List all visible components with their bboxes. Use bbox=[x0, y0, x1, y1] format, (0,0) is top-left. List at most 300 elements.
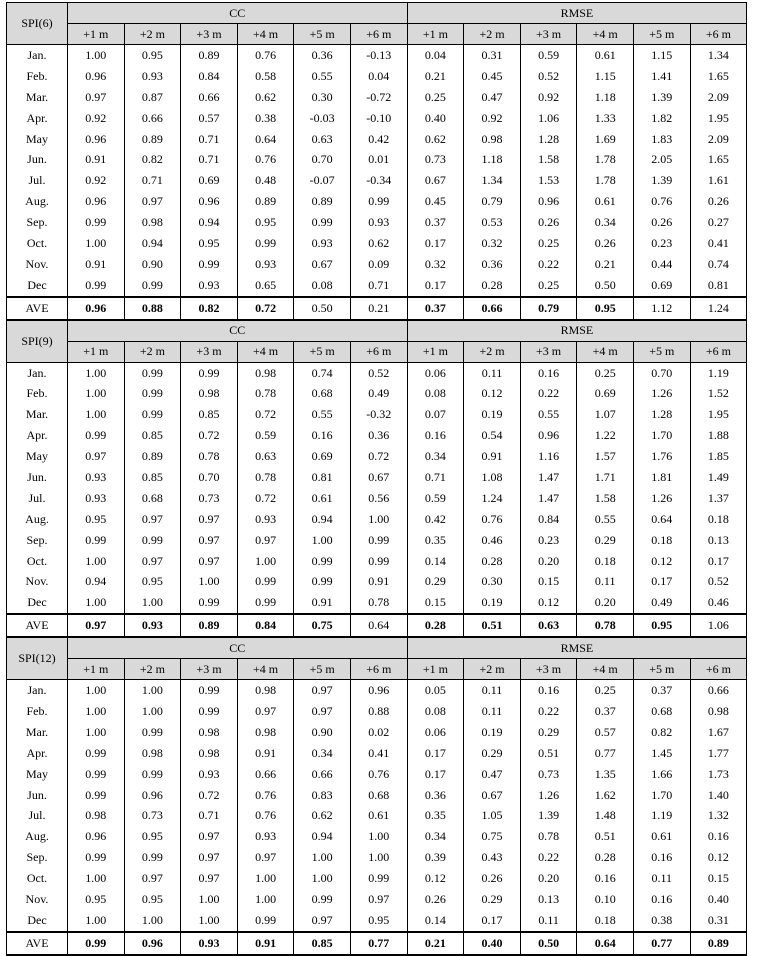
table-row bbox=[7, 488, 747, 509]
rmse-value-cell: 0.11 bbox=[464, 680, 521, 701]
results-table-container bbox=[6, 2, 747, 956]
rmse-value-cell: 0.29 bbox=[407, 571, 464, 592]
rmse-lead-header: +5 m bbox=[633, 341, 690, 362]
rmse-value-cell: 0.05 bbox=[407, 680, 464, 701]
rmse-value-cell: 0.55 bbox=[520, 404, 577, 425]
rmse-value-cell: 1.78 bbox=[577, 170, 634, 191]
rmse-value-cell: 1.76 bbox=[633, 446, 690, 467]
rmse-value-cell: 0.22 bbox=[520, 701, 577, 722]
cc-value-cell: -0.13 bbox=[350, 45, 407, 66]
cc-group-header: CC bbox=[68, 3, 408, 24]
rmse-value-cell: 0.52 bbox=[520, 66, 577, 87]
rmse-value-cell: 0.12 bbox=[520, 592, 577, 614]
table-row bbox=[7, 868, 747, 889]
rmse-value-cell: 0.37 bbox=[407, 212, 464, 233]
cc-value-cell: 0.68 bbox=[294, 383, 351, 404]
cc-lead-header: +3 m bbox=[181, 341, 238, 362]
cc-value-cell: 0.95 bbox=[350, 910, 407, 932]
table-row bbox=[7, 149, 747, 170]
rmse-lead-header: +1 m bbox=[407, 659, 464, 680]
row-label: Aug. bbox=[7, 826, 68, 847]
cc-value-cell: 0.85 bbox=[181, 404, 238, 425]
cc-value-cell: 0.99 bbox=[237, 571, 294, 592]
rmse-value-cell: 1.05 bbox=[464, 806, 521, 827]
cc-value-cell: 0.68 bbox=[124, 488, 181, 509]
average-row bbox=[7, 297, 747, 320]
rmse-value-cell: 0.76 bbox=[464, 509, 521, 530]
cc-value-cell: 0.99 bbox=[350, 191, 407, 212]
rmse-value-cell: 0.19 bbox=[464, 592, 521, 614]
table-row bbox=[7, 45, 747, 66]
cc-value-cell: 0.98 bbox=[124, 743, 181, 764]
rmse-value-cell: 0.26 bbox=[464, 868, 521, 889]
row-label: Jan. bbox=[7, 680, 68, 701]
rmse-value-cell: 0.69 bbox=[633, 275, 690, 297]
rmse-value-cell: 0.50 bbox=[520, 932, 577, 955]
rmse-value-cell: 0.16 bbox=[407, 425, 464, 446]
rmse-value-cell: 0.29 bbox=[464, 889, 521, 910]
rmse-value-cell: 0.54 bbox=[464, 425, 521, 446]
table-row bbox=[7, 254, 747, 275]
rmse-lead-header: +6 m bbox=[690, 341, 747, 362]
cc-lead-header: +4 m bbox=[237, 341, 294, 362]
cc-lead-header: +1 m bbox=[68, 341, 125, 362]
rmse-value-cell: 1.34 bbox=[690, 45, 747, 66]
rmse-value-cell: 1.58 bbox=[520, 149, 577, 170]
cc-value-cell: 0.71 bbox=[181, 149, 238, 170]
cc-value-cell: -0.03 bbox=[294, 108, 351, 129]
cc-value-cell: 0.96 bbox=[68, 297, 125, 320]
rmse-value-cell: 0.47 bbox=[464, 764, 521, 785]
cc-value-cell: 0.73 bbox=[181, 488, 238, 509]
cc-value-cell: 0.99 bbox=[294, 212, 351, 233]
rmse-value-cell: 1.22 bbox=[577, 425, 634, 446]
cc-value-cell: 0.41 bbox=[350, 743, 407, 764]
cc-value-cell: 0.98 bbox=[237, 680, 294, 701]
rmse-value-cell: 0.29 bbox=[464, 743, 521, 764]
row-label: May bbox=[7, 446, 68, 467]
rmse-value-cell: 1.81 bbox=[633, 467, 690, 488]
rmse-value-cell: 0.14 bbox=[407, 910, 464, 932]
cc-value-cell: 1.00 bbox=[181, 571, 238, 592]
rmse-value-cell: 1.26 bbox=[633, 488, 690, 509]
cc-value-cell: 0.97 bbox=[294, 910, 351, 932]
cc-value-cell: 0.21 bbox=[350, 297, 407, 320]
cc-value-cell: 0.92 bbox=[68, 108, 125, 129]
cc-value-cell: 0.72 bbox=[181, 785, 238, 806]
cc-value-cell: 0.72 bbox=[350, 446, 407, 467]
cc-value-cell: 0.89 bbox=[124, 446, 181, 467]
cc-value-cell: 0.97 bbox=[294, 701, 351, 722]
rmse-value-cell: 1.37 bbox=[690, 488, 747, 509]
cc-value-cell: 0.56 bbox=[350, 488, 407, 509]
rmse-value-cell: 0.63 bbox=[520, 614, 577, 637]
cc-value-cell: 1.00 bbox=[68, 45, 125, 66]
table-row bbox=[7, 233, 747, 254]
cc-value-cell: 0.72 bbox=[181, 425, 238, 446]
section-group-header bbox=[7, 3, 747, 24]
cc-value-cell: 0.91 bbox=[68, 149, 125, 170]
cc-lead-header: +2 m bbox=[124, 24, 181, 45]
rmse-value-cell: 1.73 bbox=[690, 764, 747, 785]
cc-value-cell: 0.99 bbox=[124, 404, 181, 425]
cc-value-cell: 1.00 bbox=[181, 910, 238, 932]
cc-value-cell: -0.10 bbox=[350, 108, 407, 129]
rmse-value-cell: 1.19 bbox=[690, 362, 747, 383]
cc-value-cell: 0.99 bbox=[181, 701, 238, 722]
rmse-value-cell: 1.45 bbox=[633, 743, 690, 764]
row-label: Dec bbox=[7, 275, 68, 297]
rmse-value-cell: 1.70 bbox=[633, 785, 690, 806]
cc-value-cell: 0.78 bbox=[350, 592, 407, 614]
row-label: Jun. bbox=[7, 467, 68, 488]
cc-value-cell: 0.87 bbox=[124, 87, 181, 108]
cc-value-cell: 0.78 bbox=[237, 467, 294, 488]
cc-value-cell: 1.00 bbox=[68, 701, 125, 722]
rmse-value-cell: 0.13 bbox=[690, 530, 747, 551]
cc-value-cell: 0.68 bbox=[350, 785, 407, 806]
cc-value-cell: 0.71 bbox=[181, 806, 238, 827]
cc-value-cell: 0.72 bbox=[237, 404, 294, 425]
table-row bbox=[7, 910, 747, 932]
cc-value-cell: 0.97 bbox=[68, 87, 125, 108]
rmse-value-cell: 0.98 bbox=[690, 701, 747, 722]
cc-value-cell: 1.00 bbox=[68, 404, 125, 425]
table-row bbox=[7, 764, 747, 785]
rmse-value-cell: 0.79 bbox=[520, 297, 577, 320]
cc-value-cell: 0.89 bbox=[124, 129, 181, 150]
rmse-lead-header: +3 m bbox=[520, 24, 577, 45]
cc-value-cell: 0.99 bbox=[181, 254, 238, 275]
rmse-value-cell: 1.95 bbox=[690, 108, 747, 129]
cc-value-cell: 0.69 bbox=[181, 170, 238, 191]
rmse-value-cell: 0.04 bbox=[407, 45, 464, 66]
cc-value-cell: 0.88 bbox=[350, 701, 407, 722]
cc-value-cell: 0.99 bbox=[68, 425, 125, 446]
cc-value-cell: 0.82 bbox=[124, 149, 181, 170]
rmse-value-cell: 1.40 bbox=[690, 785, 747, 806]
cc-value-cell: 1.00 bbox=[124, 680, 181, 701]
cc-value-cell: 0.36 bbox=[350, 425, 407, 446]
rmse-value-cell: 1.57 bbox=[577, 446, 634, 467]
cc-value-cell: -0.34 bbox=[350, 170, 407, 191]
cc-value-cell: 0.85 bbox=[124, 467, 181, 488]
cc-value-cell: 0.93 bbox=[237, 509, 294, 530]
average-row bbox=[7, 932, 747, 955]
rmse-value-cell: 0.73 bbox=[407, 149, 464, 170]
cc-value-cell: 0.98 bbox=[181, 722, 238, 743]
row-label: Jan. bbox=[7, 45, 68, 66]
row-label: Nov. bbox=[7, 571, 68, 592]
rmse-value-cell: 0.26 bbox=[633, 212, 690, 233]
row-label: Oct. bbox=[7, 868, 68, 889]
cc-value-cell: 0.74 bbox=[294, 362, 351, 383]
rmse-value-cell: 0.35 bbox=[407, 806, 464, 827]
row-label: Apr. bbox=[7, 425, 68, 446]
rmse-value-cell: 1.16 bbox=[520, 446, 577, 467]
cc-value-cell: 0.66 bbox=[181, 87, 238, 108]
cc-value-cell: 0.94 bbox=[124, 233, 181, 254]
cc-value-cell: 0.91 bbox=[237, 743, 294, 764]
cc-value-cell: 1.00 bbox=[68, 722, 125, 743]
cc-value-cell: 0.93 bbox=[181, 764, 238, 785]
rmse-value-cell: 0.96 bbox=[520, 191, 577, 212]
cc-value-cell: 1.00 bbox=[124, 592, 181, 614]
rmse-value-cell: 1.53 bbox=[520, 170, 577, 191]
rmse-value-cell: 0.59 bbox=[520, 45, 577, 66]
cc-value-cell: 0.78 bbox=[181, 446, 238, 467]
cc-value-cell: 1.00 bbox=[68, 680, 125, 701]
rmse-lead-header: +2 m bbox=[464, 24, 521, 45]
row-label: Dec bbox=[7, 910, 68, 932]
cc-lead-header: +3 m bbox=[181, 24, 238, 45]
cc-value-cell: 0.96 bbox=[124, 785, 181, 806]
cc-value-cell: 0.97 bbox=[124, 868, 181, 889]
rmse-value-cell: 0.18 bbox=[633, 530, 690, 551]
cc-value-cell: 0.97 bbox=[181, 509, 238, 530]
average-row bbox=[7, 614, 747, 637]
cc-value-cell: 0.71 bbox=[350, 275, 407, 297]
cc-value-cell: 0.99 bbox=[237, 592, 294, 614]
rmse-value-cell: 0.61 bbox=[633, 826, 690, 847]
cc-value-cell: 0.96 bbox=[68, 191, 125, 212]
cc-value-cell: 0.99 bbox=[294, 571, 351, 592]
rmse-value-cell: 0.26 bbox=[520, 212, 577, 233]
cc-value-cell: 0.99 bbox=[237, 910, 294, 932]
rmse-lead-header: +4 m bbox=[577, 24, 634, 45]
table-row bbox=[7, 826, 747, 847]
rmse-lead-header: +6 m bbox=[690, 24, 747, 45]
section-name: SPI(6) bbox=[7, 3, 68, 45]
row-label: May bbox=[7, 129, 68, 150]
cc-lead-header: +1 m bbox=[68, 659, 125, 680]
rmse-value-cell: 0.49 bbox=[633, 592, 690, 614]
rmse-value-cell: 0.52 bbox=[690, 571, 747, 592]
rmse-value-cell: 1.58 bbox=[577, 488, 634, 509]
cc-value-cell: 1.00 bbox=[237, 889, 294, 910]
cc-value-cell: 1.00 bbox=[68, 592, 125, 614]
rmse-value-cell: 0.25 bbox=[520, 233, 577, 254]
rmse-value-cell: 0.73 bbox=[520, 764, 577, 785]
cc-lead-header: +3 m bbox=[181, 659, 238, 680]
table-row bbox=[7, 722, 747, 743]
rmse-value-cell: 0.23 bbox=[633, 233, 690, 254]
rmse-value-cell: 0.28 bbox=[464, 275, 521, 297]
cc-value-cell: 0.99 bbox=[124, 847, 181, 868]
cc-value-cell: 0.02 bbox=[350, 722, 407, 743]
rmse-value-cell: 0.64 bbox=[577, 932, 634, 955]
cc-value-cell: 0.50 bbox=[294, 297, 351, 320]
row-label: Apr. bbox=[7, 743, 68, 764]
rmse-value-cell: 0.78 bbox=[520, 826, 577, 847]
row-label: Oct. bbox=[7, 551, 68, 572]
rmse-value-cell: 0.32 bbox=[464, 233, 521, 254]
cc-value-cell: 0.69 bbox=[294, 446, 351, 467]
cc-value-cell: 0.38 bbox=[237, 108, 294, 129]
rmse-value-cell: 1.39 bbox=[520, 806, 577, 827]
rmse-value-cell: 0.08 bbox=[407, 383, 464, 404]
rmse-lead-header: +2 m bbox=[464, 341, 521, 362]
cc-group-header: CC bbox=[68, 637, 408, 659]
row-label: Jul. bbox=[7, 806, 68, 827]
cc-value-cell: 0.61 bbox=[294, 488, 351, 509]
rmse-value-cell: 2.05 bbox=[633, 149, 690, 170]
cc-value-cell: 0.76 bbox=[237, 785, 294, 806]
rmse-value-cell: 1.41 bbox=[633, 66, 690, 87]
rmse-value-cell: 0.17 bbox=[690, 551, 747, 572]
rmse-value-cell: 0.37 bbox=[633, 680, 690, 701]
rmse-value-cell: 0.61 bbox=[577, 191, 634, 212]
rmse-lead-header: +1 m bbox=[407, 341, 464, 362]
cc-value-cell: 0.96 bbox=[181, 191, 238, 212]
cc-value-cell: 0.93 bbox=[350, 212, 407, 233]
row-label: Mar. bbox=[7, 87, 68, 108]
cc-value-cell: 0.99 bbox=[68, 212, 125, 233]
rmse-value-cell: 0.28 bbox=[464, 551, 521, 572]
rmse-value-cell: 0.77 bbox=[633, 932, 690, 955]
section-name: SPI(9) bbox=[7, 320, 68, 363]
cc-value-cell: 0.72 bbox=[237, 297, 294, 320]
cc-value-cell: 0.99 bbox=[181, 592, 238, 614]
rmse-value-cell: 0.19 bbox=[464, 722, 521, 743]
cc-value-cell: 0.96 bbox=[124, 932, 181, 955]
table-row bbox=[7, 592, 747, 614]
cc-value-cell: 0.70 bbox=[294, 149, 351, 170]
row-label: Jun. bbox=[7, 149, 68, 170]
rmse-value-cell: 0.26 bbox=[577, 233, 634, 254]
cc-value-cell: 0.62 bbox=[350, 233, 407, 254]
rmse-value-cell: 0.81 bbox=[690, 275, 747, 297]
rmse-value-cell: 0.15 bbox=[520, 571, 577, 592]
rmse-value-cell: 0.84 bbox=[520, 509, 577, 530]
rmse-value-cell: 0.30 bbox=[464, 571, 521, 592]
cc-value-cell: 0.78 bbox=[237, 383, 294, 404]
rmse-value-cell: 0.42 bbox=[407, 509, 464, 530]
cc-value-cell: 0.99 bbox=[124, 530, 181, 551]
rmse-value-cell: 1.26 bbox=[633, 383, 690, 404]
rmse-value-cell: 0.78 bbox=[577, 614, 634, 637]
rmse-value-cell: 0.15 bbox=[690, 868, 747, 889]
row-label: Nov. bbox=[7, 889, 68, 910]
rmse-value-cell: 0.11 bbox=[464, 701, 521, 722]
cc-value-cell: 0.99 bbox=[68, 743, 125, 764]
rmse-value-cell: 0.17 bbox=[464, 910, 521, 932]
rmse-value-cell: 1.08 bbox=[464, 467, 521, 488]
cc-value-cell: 0.97 bbox=[237, 847, 294, 868]
table-row bbox=[7, 847, 747, 868]
rmse-value-cell: 0.10 bbox=[577, 889, 634, 910]
cc-value-cell: 0.99 bbox=[294, 551, 351, 572]
rmse-value-cell: 0.31 bbox=[690, 910, 747, 932]
section-name: SPI(12) bbox=[7, 637, 68, 680]
table-row bbox=[7, 785, 747, 806]
rmse-value-cell: 0.47 bbox=[464, 87, 521, 108]
cc-value-cell: 0.93 bbox=[294, 233, 351, 254]
rmse-value-cell: 0.22 bbox=[520, 254, 577, 275]
rmse-value-cell: 0.18 bbox=[690, 509, 747, 530]
rmse-value-cell: 0.18 bbox=[577, 551, 634, 572]
rmse-value-cell: 0.28 bbox=[407, 614, 464, 637]
rmse-value-cell: 0.36 bbox=[464, 254, 521, 275]
cc-value-cell: 0.89 bbox=[181, 45, 238, 66]
cc-value-cell: 0.94 bbox=[68, 571, 125, 592]
table-row bbox=[7, 170, 747, 191]
rmse-value-cell: 0.16 bbox=[520, 362, 577, 383]
rmse-value-cell: 0.38 bbox=[633, 910, 690, 932]
table-row bbox=[7, 383, 747, 404]
row-label: Apr. bbox=[7, 108, 68, 129]
rmse-value-cell: 0.51 bbox=[520, 743, 577, 764]
rmse-value-cell: 1.34 bbox=[464, 170, 521, 191]
cc-value-cell: 0.95 bbox=[124, 571, 181, 592]
cc-value-cell: 0.95 bbox=[237, 212, 294, 233]
rmse-value-cell: 0.66 bbox=[464, 297, 521, 320]
rmse-group-header: RMSE bbox=[407, 3, 747, 24]
rmse-value-cell: 0.67 bbox=[464, 785, 521, 806]
cc-value-cell: 0.84 bbox=[237, 614, 294, 637]
cc-value-cell: 0.98 bbox=[181, 743, 238, 764]
cc-value-cell: 1.00 bbox=[350, 826, 407, 847]
rmse-value-cell: 0.16 bbox=[577, 868, 634, 889]
cc-value-cell: 0.82 bbox=[181, 297, 238, 320]
rmse-value-cell: 0.98 bbox=[464, 129, 521, 150]
cc-value-cell: 0.94 bbox=[181, 212, 238, 233]
rmse-value-cell: 1.82 bbox=[633, 108, 690, 129]
rmse-value-cell: 0.25 bbox=[520, 275, 577, 297]
rmse-value-cell: 0.92 bbox=[464, 108, 521, 129]
rmse-value-cell: 0.16 bbox=[633, 889, 690, 910]
rmse-lead-header: +4 m bbox=[577, 659, 634, 680]
cc-value-cell: 0.99 bbox=[68, 764, 125, 785]
cc-value-cell: 0.89 bbox=[237, 191, 294, 212]
rmse-value-cell: 1.62 bbox=[577, 785, 634, 806]
rmse-value-cell: 0.22 bbox=[520, 383, 577, 404]
rmse-value-cell: 0.37 bbox=[407, 297, 464, 320]
rmse-value-cell: 0.44 bbox=[633, 254, 690, 275]
rmse-value-cell: 0.34 bbox=[407, 826, 464, 847]
cc-value-cell: 0.89 bbox=[181, 614, 238, 637]
cc-value-cell: 0.97 bbox=[68, 446, 125, 467]
rmse-value-cell: 1.26 bbox=[520, 785, 577, 806]
cc-value-cell: 0.66 bbox=[237, 764, 294, 785]
rmse-value-cell: 0.23 bbox=[520, 530, 577, 551]
cc-value-cell: 0.76 bbox=[237, 149, 294, 170]
cc-value-cell: 0.72 bbox=[237, 488, 294, 509]
cc-value-cell: 0.70 bbox=[181, 467, 238, 488]
cc-value-cell: 0.71 bbox=[181, 129, 238, 150]
table-row bbox=[7, 571, 747, 592]
cc-value-cell: 0.99 bbox=[68, 785, 125, 806]
rmse-value-cell: 0.67 bbox=[407, 170, 464, 191]
rmse-value-cell: 0.28 bbox=[577, 847, 634, 868]
cc-value-cell: 0.93 bbox=[237, 826, 294, 847]
rmse-value-cell: 0.20 bbox=[577, 592, 634, 614]
cc-value-cell: -0.32 bbox=[350, 404, 407, 425]
cc-value-cell: 0.66 bbox=[124, 108, 181, 129]
rmse-value-cell: 0.95 bbox=[577, 297, 634, 320]
rmse-value-cell: 1.65 bbox=[690, 149, 747, 170]
cc-value-cell: 0.94 bbox=[294, 509, 351, 530]
rmse-value-cell: 0.62 bbox=[407, 129, 464, 150]
rmse-value-cell: 0.11 bbox=[577, 571, 634, 592]
rmse-value-cell: 0.19 bbox=[464, 404, 521, 425]
rmse-value-cell: 0.39 bbox=[407, 847, 464, 868]
cc-value-cell: 0.91 bbox=[68, 254, 125, 275]
cc-value-cell: 0.67 bbox=[294, 254, 351, 275]
cc-value-cell: 0.71 bbox=[124, 170, 181, 191]
rmse-value-cell: 1.65 bbox=[690, 66, 747, 87]
cc-value-cell: 0.96 bbox=[68, 66, 125, 87]
